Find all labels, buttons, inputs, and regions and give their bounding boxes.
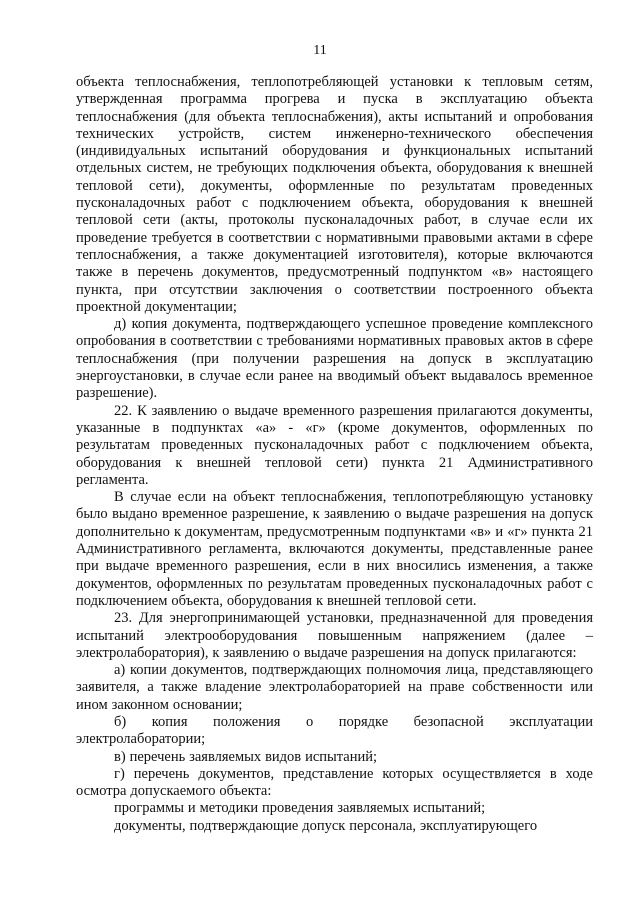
page-number: 11 bbox=[313, 43, 327, 58]
paragraph-item-g: г) перечень документов, представление которых осуществляется в ходе осмотра допускаемого объекта: bbox=[76, 765, 593, 800]
paragraph-personnel: документы, подтверждающие допуск персонала, эксплуатирующего bbox=[114, 817, 538, 834]
document-body bbox=[76, 74, 593, 835]
paragraph-temporary-permit: В случае если на объект теплоснабжения, теплопотребляющую установку было выдано временное разрешение, к заявлению о выдаче разрешения на допуск дополнительно к документам, предусмотренным подпунктами «в» и «г» пункта 21 Административного регламента, включаются документы, представленные ранее при выдаче временного разрешения, если в них вносились изменения, а также документов, оформленных по результатам проведенных пусконаладочных работ с подключением объекта, оборудования к внешней тепловой сети. bbox=[76, 489, 593, 609]
paragraph-item-b: б) копия положения о порядке безопасной эксплуатации электролаборатории; bbox=[76, 713, 593, 748]
paragraph-item-v: в) перечень заявляемых видов испытаний; bbox=[114, 748, 378, 765]
paragraph-item-d: д) копия документа, подтверждающего успешное проведение комплексного опробования в соответствии с требованиями нормативных правовых актов в сфере теплоснабжения (при получении разрешения на допуск в эксплуатацию энергоустановки, в случае если ранее на вводимый объект выдавалось временное разрешение). bbox=[76, 316, 593, 402]
paragraph-clause-22: 22. К заявлению о выдаче временного разрешения прилагаются документы, указанные в подпунктах «а» - «г» (кроме документов, оформленных по результатам проведенных пусконаладочных работ с подключением объекта, оборудования к внешней тепловой сети) пункта 21 Административного регламента. bbox=[76, 402, 593, 488]
paragraph-item-a: а) копии документов, подтверждающих полномочия лица, представляющего заявителя, а также владение электролабораторией на праве собственности или ином законном основании; bbox=[76, 662, 593, 713]
paragraph-continuation: объекта теплоснабжения, теплопотребляющей установки к тепловым сетям, утвержденная программа прогрева и пуска в эксплуатацию объекта теплоснабжения (для объекта теплоснабжения), акты испытаний и опробования технических устройств, систем инженерно-технического обеспечения (индивидуальных испытаний оборудования и функциональных испытаний отдельных систем, не требующих подключения объекта, оборудования к внешней тепловой сети), документы, оформленные по результатам проведенных пусконаладочных работ с подключением объекта, оборудования к внешней тепловой сети (акты, протоколы пусконаладочных работ, в случае если их проведение требуется в соответствии с нормативными правовыми актами в сфере теплоснабжения, а также документацией изготовителя), которые включаются также в перечень документов, предусмотренный подпунктом «в» настоящего пункта, при отсутствии заключения о соответствии построенного объекта проектной документации; bbox=[76, 74, 593, 315]
paragraph-programs: программы и методики проведения заявляемых испытаний; bbox=[114, 800, 486, 817]
paragraph-clause-23: 23. Для энергопринимающей установки, предназначенной для проведения испытаний электрооборудования повышенным напряжением (далее – электролаборатория), к заявлению о выдаче разрешения на допуск прилагаются: bbox=[76, 610, 593, 661]
